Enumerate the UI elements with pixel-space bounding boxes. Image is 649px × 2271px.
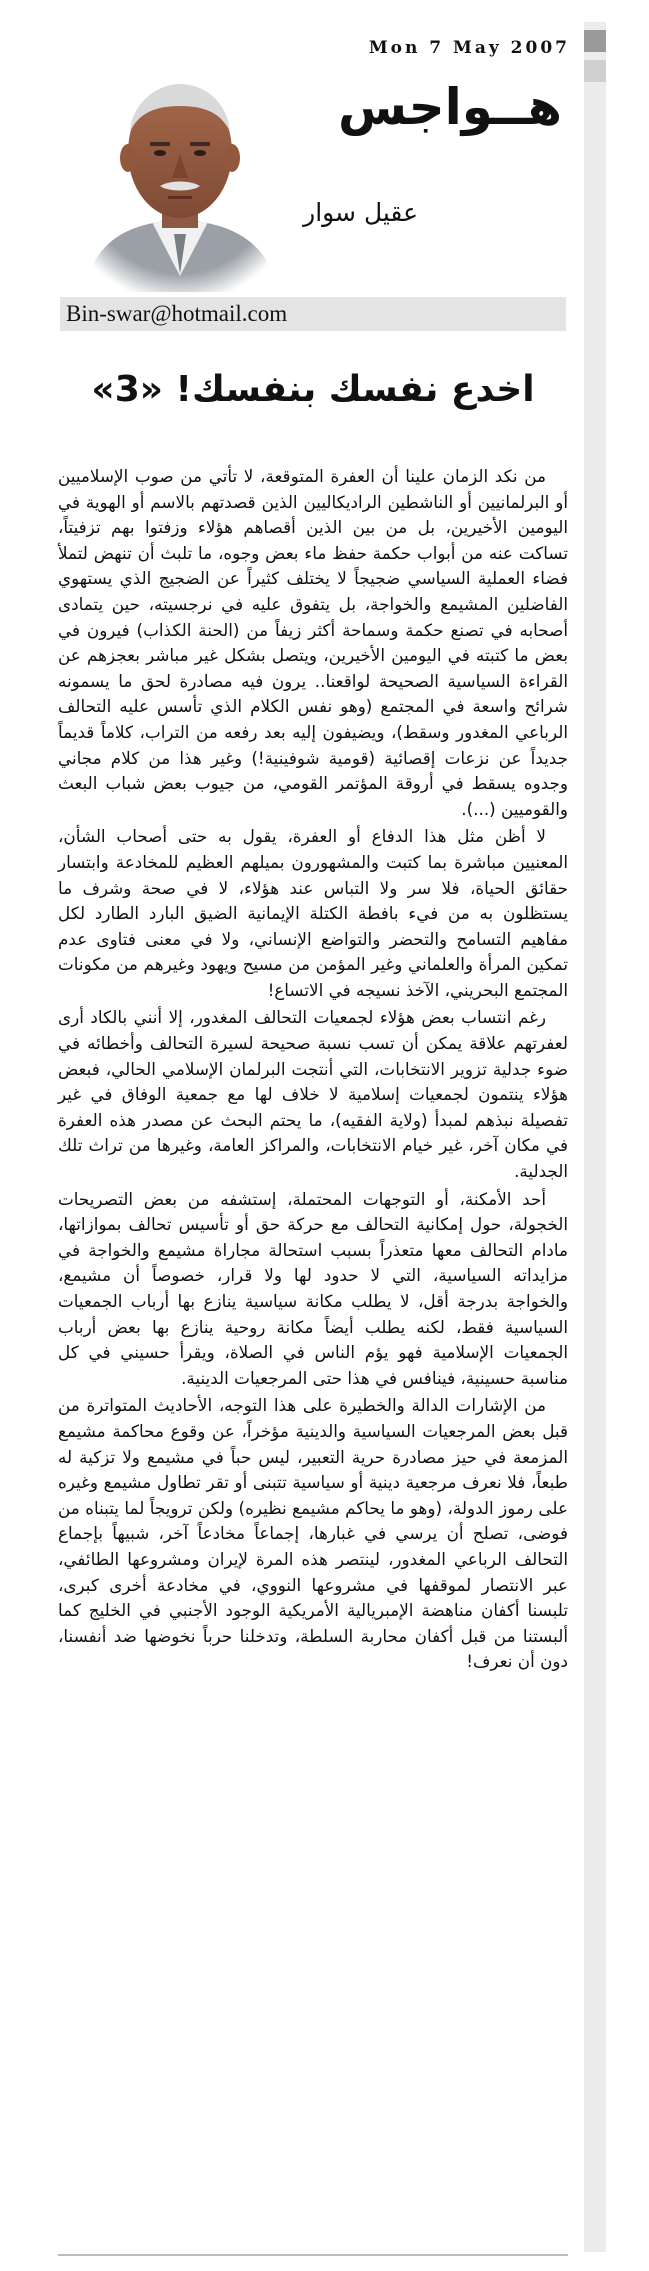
side-strip <box>584 22 606 2252</box>
article-paragraph: رغم انتساب بعض هؤلاء لجمعيات التحالف المغدور، إلا أنني بالكاد أرى لعفرتهم علاقة يمكن أن تسب نسبة صحيحة لسيرة التحالف وأخطائه في ضوء جدلية تزوير الانتخابات، التي أنتجت البرلمان الإسلامي الحالي، فبعض هؤلاء ينتمون لجمعيات إسلامية لا خلاف لها مع جمعية الوفاق في غير تفصيلة نبذهم لمبدأ (ولاية الفقيه)، ما يحتم البحث عن مصدر هذه العفرة في مكان آخر، غير خيام الانتخابات، والمراكز العامة، وغيرها من تراث تلك الجدلية. <box>58 1007 568 1182</box>
article-paragraph: أحد الأمكنة، أو التوجهات المحتملة، إستشفه من بعض التصريحات الخجولة، حول إمكانية التحالف مع حركة حق أو تأسيس تحالف بموازاتها، مادام التحالف معها متعذراً بسبب استحالة مجاراة مشيمع والخواجة في مزايداته السياسية، التي لا حدود لها ولا قرار، خصوصاً أن مشيمع، والخواجة بدرجة أقل، لا يطلب مكانة سياسية ينازع بها أرباب الجمعيات السياسية فقط، لكنه يطلب أيضاً مكانة روحية ينازع بها بعض أرباب الجمعيات الإسلامية فهو يؤم الناس في الصلاة، ويقرأ حسيني في كل مناسبة حسينية، فينافس في هذا حتى المرجعيات الدينية. <box>58 1188 568 1388</box>
author-portrait <box>74 62 286 292</box>
author-name: عقيل سوار <box>303 198 418 227</box>
author-email[interactable]: Bin-swar@hotmail.com <box>66 301 288 326</box>
bottom-divider <box>58 2254 568 2256</box>
article-paragraph: من نكد الزمان علينا أن العفرة المتوقعة، لا تأتي من صوب الإسلاميين أو البرلمانيين أو الناشطين الراديكاليين الذين قصدتهم بالاسم أو الهوية في اليومين الأخيرين، بل من بين الذين أقصاهم هؤلاء وزفتوا بهم تزفيتاً، تساكت عنه من أبواب حكمة حفظ ماء بعض وجوه، ما تلبث أن تنهض لتملأ فضاء العملية السياسي ضجيجاً لا يختلف كثيراً عن الضجيج الذي يستهوي الفاضلين المشيمع والخواجة، بل يتفوق عليه في نرجسيته، حين يتمادى أصحابه في تصنع حكمة وسماحة أكثر زيفاً من (الحنة الكذاب) فيرون في بعض ما كتبته في اليومين الأخيرين، ويتصل بشكل غير مباشر بعجزهم عن القراءة السياسية الصحيحة لواقعنا.. يرون فيه مصادرة لحق ما يسمونه شرائح واسعة في المجتمع (وهو نفس الكلام الذي تأسس عليه التحالف الرباعي المغدور وسقط)، ويضيفون إليه بعد رفعه من التراب، كلاماً قديماً جديداً عن نزعات إقصائية (قومية شوفينية!) وغير هذا من كلام مجاني وجدوه يسقط في أروقة المؤتمر القومي، من جيوب بعض شباب البعث والقوميين (...). <box>58 466 568 819</box>
side-marker-light <box>584 60 606 82</box>
side-marker-dark <box>584 30 606 52</box>
article-paragraph: من الإشارات الدالة والخطيرة على هذا التوجه، الأحاديث المتواترة من قبل بعض المرجعيات السياسية والدينية مؤخراً، عن وقوع محاكمة مشيمع المزمعة في حيز مصادرة حرية التعبير، ليس حباً في مشيمع ولا تزكية له طبعاً، فلا نعرف مرجعية دينية أو سياسية تتبنى أو تقر تطاول مشيمع وغيره على رموز الدولة، (وهو ما يحاكم مشيمع نظيره) ولكن ترويجاً لما يتبناه من فوضى، تصلح أن يرسي في غبارها، إجماعاً مخادعاً آخر، شبيهاً بإجماع التحالف الرباعي المغدور، لينتصر هذه المرة لإيران ومشروعها الطائفي، عبر الانتصار لموقفها في مشروعها النووي، في مخادعة أخرى كبرى، تلبسنا أكفان مناهضة الإمبريالية الأمريكية الوجود الأجنبي في الخليج كما ألبستنا من قبل أكفان محاربة السلطة، وتدخلنا حرباً نخوضها ضد أنفسنا، دون أن نعرف! <box>58 1395 568 1672</box>
email-bar <box>60 297 566 331</box>
column-name: هــواجس <box>337 78 562 136</box>
article-headline: اخدع نفسك بنفسك! «3» <box>91 369 535 410</box>
publication-date: Mon 7 May 2007 <box>368 38 570 58</box>
article-paragraph: لا أظن مثل هذا الدفاع أو العفرة، يقول به حتى أصحاب الشأن، المعنيين مباشرة بما كتبت والمشهورون بميلهم العظيم للمخادعة وابتسار حقائق الحياة، فلا سر ولا التباس عند هؤلاء، لا في صحة وشرف ما يستظلون به من فيء بافطة الكتلة الإيمانية الضيق البارد الطارد لكل مفاهيم التسامح والتحضر والتواضع الإنساني، ولا في معنى فتاوى عدم تمكين المرأة والعلماني وغير المؤمن من مسيح ويهود وغيرهم من مكونات المجتمع البحريني، الآخذ نسيجه في الاتساع! <box>58 826 568 1000</box>
article-body <box>58 464 568 1677</box>
